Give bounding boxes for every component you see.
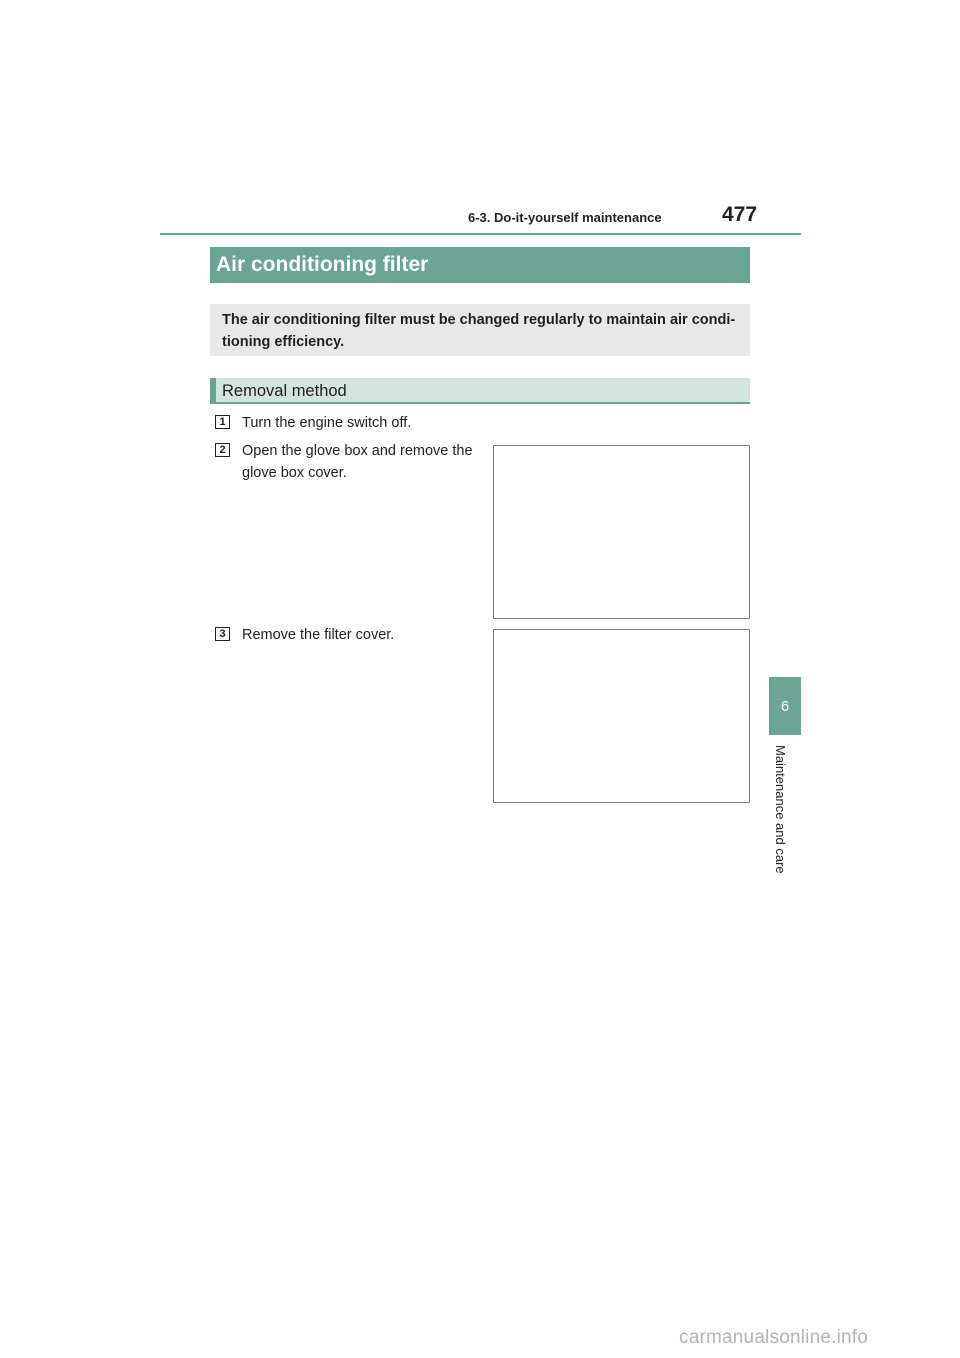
intro-text: The air conditioning filter must be changed regularly to maintain air condi-tioning efficiency. [222, 312, 736, 350]
page-title: Air conditioning filter [210, 247, 750, 283]
section-title: 6-3. Do-it-yourself maintenance [468, 210, 662, 225]
header-divider [160, 233, 801, 235]
step-text: Turn the engine switch off. [242, 415, 412, 431]
watermark: carmanualsonline.info [679, 1327, 869, 1348]
step-text: Open the glove box and remove the glove box cover. [242, 443, 473, 481]
chapter-title: Maintenance and care [773, 745, 788, 874]
glove-box-illustration [493, 445, 750, 619]
step-number: 3 [215, 627, 230, 641]
chapter-tab [769, 677, 801, 735]
step-text: Remove the filter cover. [242, 627, 395, 643]
filter-cover-illustration [493, 629, 750, 803]
subheading: Removal method [210, 378, 750, 404]
chapter-number: 6 [780, 697, 790, 715]
step-number: 1 [215, 415, 230, 429]
intro-box [210, 304, 750, 356]
step-number: 2 [215, 443, 230, 457]
page-number: 477 [722, 203, 758, 226]
